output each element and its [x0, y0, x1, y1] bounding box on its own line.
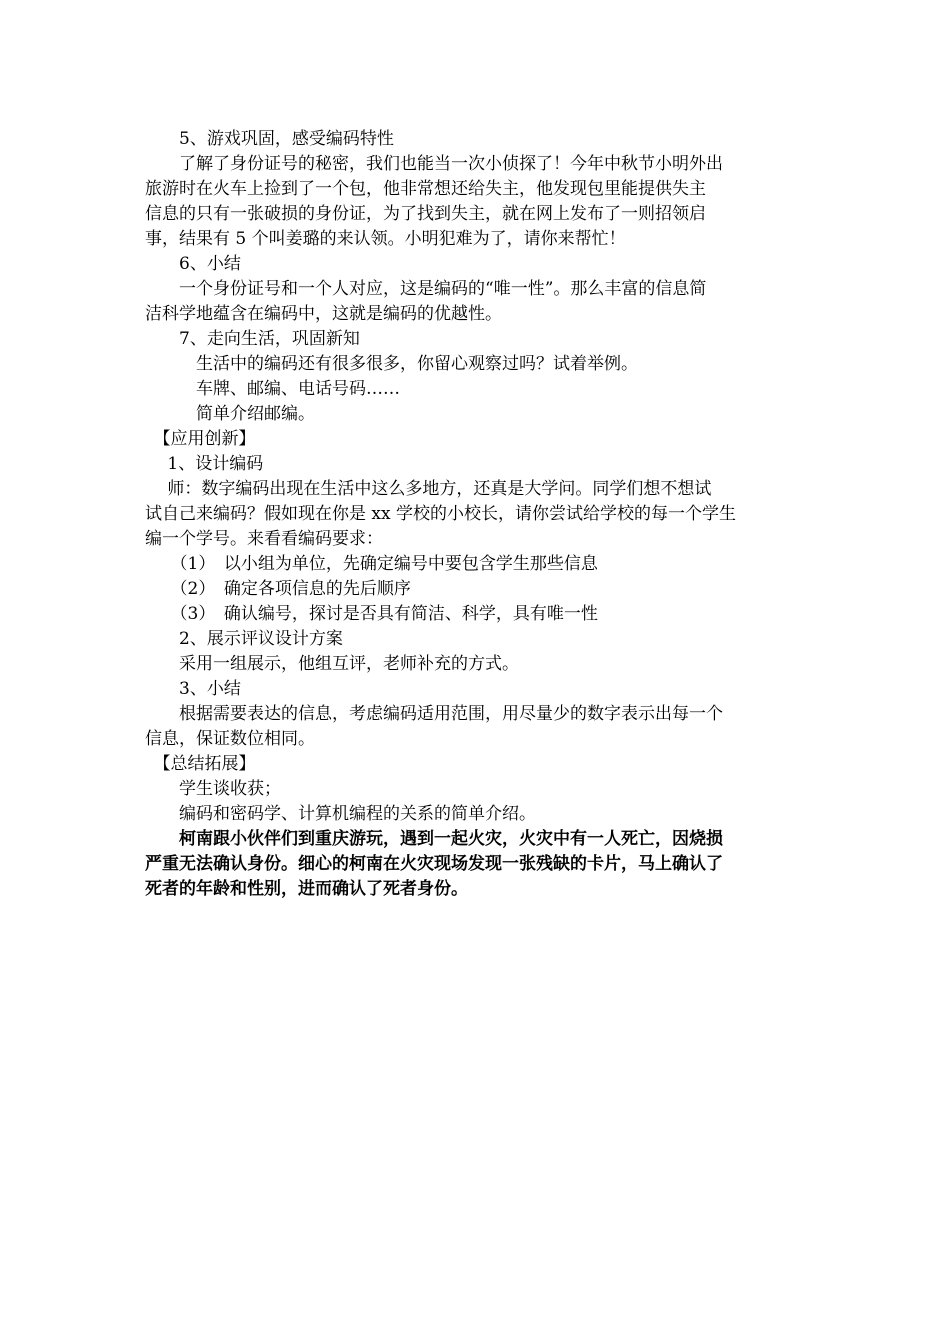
paragraph-line: 采用一组展示，他组互评，老师补充的方式。 — [145, 654, 519, 674]
list-item: （2） 确定各项信息的先后顺序 — [145, 579, 411, 599]
paragraph-line: 生活中的编码还有很多很多，你留心观察过吗？试着举例。 — [145, 354, 638, 374]
heading-design-encoding: 1、设计编码 — [145, 454, 264, 474]
heading-game-consolidation: 5、游戏巩固，感受编码特性 — [145, 129, 394, 149]
paragraph-line: 简单介绍邮编。 — [145, 404, 315, 424]
paragraph-line: 试自己来编码？假如现在你是 xx 学校的小校长，请你尝试给学校的每一个学生 — [145, 504, 736, 524]
paragraph-line: 了解了身份证号的秘密，我们也能当一次小侦探了！今年中秋节小明外出 — [145, 154, 723, 174]
paragraph-line: 车牌、邮编、电话号码…… — [145, 379, 400, 399]
paragraph-line: 信息，保证数位相同。 — [145, 729, 315, 749]
heading-summary: 6、小结 — [145, 254, 241, 274]
paragraph-line: 师：数字编码出现在生活中这么多地方，还真是大学问。同学们想不想试 — [145, 479, 712, 499]
paragraph-line: 一个身份证号和一个人对应，这是编码的“唯一性”。那么丰富的信息简 — [145, 279, 707, 299]
paragraph-line: 信息的只有一张破损的身份证，为了找到失主，就在网上发布了一则招领启 — [145, 204, 706, 224]
section-heading-summary-extension: 【总结拓展】 — [145, 754, 256, 774]
heading-summary-2: 3、小结 — [145, 679, 241, 699]
bold-paragraph-line: 死者的年龄和性别，进而确认了死者身份。 — [145, 879, 468, 899]
bold-paragraph-line: 柯南跟小伙伴们到重庆游玩，遇到一起火灾，火灾中有一人死亡，因烧损 — [145, 829, 723, 849]
paragraph-line: 洁科学地蕴含在编码中，这就是编码的优越性。 — [145, 304, 502, 324]
heading-display-review: 2、展示评议设计方案 — [145, 629, 343, 649]
section-heading-application: 【应用创新】 — [145, 429, 256, 449]
paragraph-line: 事，结果有 5 个叫姜璐的来认领。小明犯难为了，请你来帮忙！ — [145, 229, 626, 249]
paragraph-line: 旅游时在火车上捡到了一个包，他非常想还给失主，他发现包里能提供失主 — [145, 179, 706, 199]
paragraph-line: 编码和密码学、计算机编程的关系的简单介绍。 — [145, 804, 536, 824]
paragraph-line: 编一个学号。来看看编码要求： — [145, 529, 383, 549]
heading-toward-life: 7、走向生活，巩固新知 — [145, 329, 360, 349]
bold-paragraph-line: 严重无法确认身份。细心的柯南在火灾现场发现一张残缺的卡片，马上确认了 — [145, 854, 723, 874]
paragraph-line: 根据需要表达的信息，考虑编码适用范围，用尽量少的数字表示出每一个 — [145, 704, 723, 724]
paragraph-line: 学生谈收获； — [145, 779, 281, 799]
list-item: （3） 确认编号，探讨是否具有简洁、科学，具有唯一性 — [145, 604, 598, 624]
list-item: （1） 以小组为单位，先确定编号中要包含学生那些信息 — [145, 554, 598, 574]
